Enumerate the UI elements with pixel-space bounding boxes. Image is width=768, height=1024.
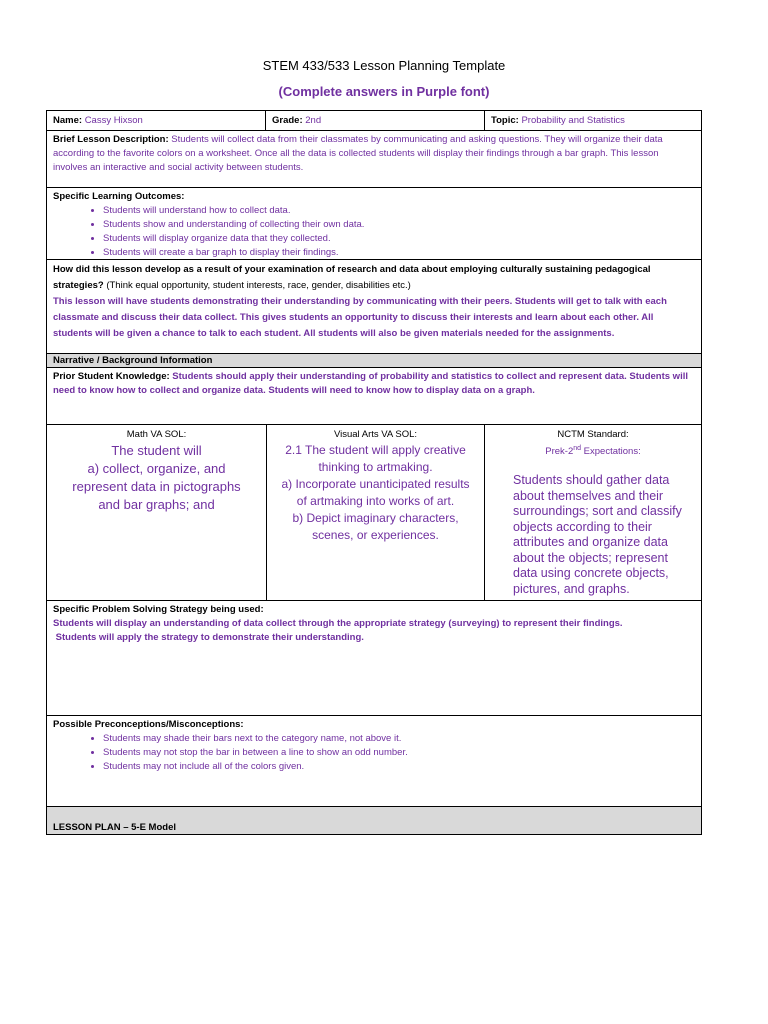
- list-item: • Students may not include all of the colors given.: [103, 760, 695, 774]
- grade-cell: [265, 111, 484, 130]
- research-answer: This lesson will have students demonstrating their understanding by communicating with their peers. Students will get to talk with each classmate and discuss their data collect. This gives students an opportunity to discuss their interests and learn about each other. All students will be given a chance to talk to each student. All students will also be given materials needed for the assignments.: [53, 296, 667, 339]
- prior-knowledge-text: Students should apply their understanding of probability and statistics to collect and represent data. Students will need to know how to collect and organize data. Students will need to know how to display data on a graph.: [53, 371, 688, 396]
- lesson-plan-label: LESSON PLAN – 5-E Model: [53, 822, 176, 833]
- list-item: • Students will create a bar graph to display their findings.: [103, 246, 695, 260]
- narrative-header: [46, 353, 702, 368]
- list-item: • Students show and understanding of collecting their own data.: [103, 218, 695, 232]
- brief-description-section: Brief Lesson Description: Students will collect data from their classmates by communicating and asking questions. They will organize their data according to the favorite colors on a worksheet. Once all the data is collected students will display their findings through a bar graph. This lesson involves an interactive and social activity between students.: [46, 130, 702, 188]
- arts-sol-line: b) Depict imaginary characters,: [292, 511, 459, 525]
- topic-label: Topic:: [491, 115, 519, 126]
- arts-sol-line: scenes, or experiences.: [312, 528, 439, 542]
- topic-value: Probability and Statistics: [521, 115, 625, 126]
- list-item: • Students will understand how to collect data.: [103, 204, 695, 218]
- research-question-note: (Think equal opportunity, student interests, race, gender, disabilities etc.): [103, 280, 411, 291]
- arts-sol-cell: [266, 425, 484, 600]
- math-sol-line: represent data in pictographs: [72, 479, 241, 494]
- grade-value: 2nd: [305, 115, 322, 126]
- narrative-label: Narrative / Background Information: [53, 355, 213, 366]
- document-title: STEM 433/533 Lesson Planning Template: [262, 58, 506, 73]
- lesson-plan-header: [46, 806, 702, 835]
- brief-description-text: Students will collect data from their classmates by communicating and asking questions. They will organize their data according to the favorite colors on a worksheet. Once all the data is collected students will display their findings through a bar graph. This lesson involves an interactive and social activity between students.: [53, 134, 663, 173]
- strategy-line-1: Students will display an understanding of data collect through the appropriate strategy (surveying) to represent their findings.: [53, 618, 623, 629]
- arts-sol-line: thinking to artmaking.: [318, 460, 433, 474]
- misconceptions-section: [46, 715, 702, 807]
- learning-outcomes-section: [46, 187, 702, 260]
- nctm-sub-post: Expectations:: [581, 446, 641, 458]
- nctm-sub-sup: nd: [573, 445, 582, 452]
- math-sol-text: [53, 442, 260, 514]
- standards-row: [46, 424, 702, 601]
- grade-label: Grade:: [272, 115, 303, 126]
- nctm-heading: NCTM Standard:: [557, 429, 629, 440]
- nctm-sub-pre: Prek-2: [545, 446, 574, 458]
- research-question-bold: How did this lesson develop as a result of your examination of research and data about employing culturally sustaining pedagogical strategies?: [53, 264, 651, 291]
- misconceptions-list: [53, 732, 695, 774]
- topic-cell: [484, 111, 701, 130]
- arts-sol-heading: Visual Arts VA SOL:: [333, 429, 418, 440]
- document-subtitle: (Complete answers in Purple font): [278, 84, 490, 99]
- nctm-subheading: [491, 442, 695, 459]
- list-item: • Students may not stop the bar in between a line to show an odd number.: [103, 746, 695, 760]
- arts-sol-line: 2.1 The student will apply creative: [285, 443, 466, 457]
- arts-sol-text: [273, 442, 478, 544]
- nctm-text: Students should gather data about themselves and their surroundings; sort and classify objects according to their attributes and organize data about the objects; represent data using concrete objects, pictures, and graphs.: [513, 473, 682, 596]
- strategy-section: [46, 600, 702, 716]
- math-sol-line: a) collect, organize, and: [87, 461, 226, 476]
- name-label: Name:: [53, 115, 83, 126]
- math-sol-heading: Math VA SOL:: [126, 429, 187, 440]
- arts-sol-line: of artmaking into works of art.: [296, 494, 455, 508]
- name-value: Cassy Hixson: [84, 115, 143, 126]
- research-section: [46, 259, 702, 354]
- list-item: • Students will display organize data that they collected.: [103, 232, 695, 246]
- math-sol-line: and bar graphs; and: [98, 497, 215, 512]
- research-question: [53, 262, 695, 294]
- arts-sol-line: a) Incorporate unanticipated results: [281, 477, 470, 491]
- math-sol-line: The student will: [111, 443, 202, 458]
- info-row: [46, 110, 702, 131]
- misconceptions-label: Possible Preconceptions/Misconceptions:: [53, 719, 244, 730]
- learning-outcomes-label: Specific Learning Outcomes:: [53, 191, 185, 202]
- prior-knowledge-section: [46, 367, 702, 425]
- brief-description-label: Brief Lesson Description: [53, 134, 166, 145]
- prior-knowledge-label: Prior Student Knowledge:: [53, 371, 170, 382]
- name-cell: [47, 111, 265, 130]
- nctm-cell: [484, 425, 701, 600]
- learning-outcomes-list: [53, 204, 695, 260]
- list-item: • Students may shade their bars next to the category name, not above it.: [103, 732, 695, 746]
- strategy-label: Specific Problem Solving Strategy being used:: [53, 604, 264, 615]
- math-sol-cell: [47, 425, 266, 600]
- strategy-line-2: Students will apply the strategy to demonstrate their understanding.: [53, 632, 364, 643]
